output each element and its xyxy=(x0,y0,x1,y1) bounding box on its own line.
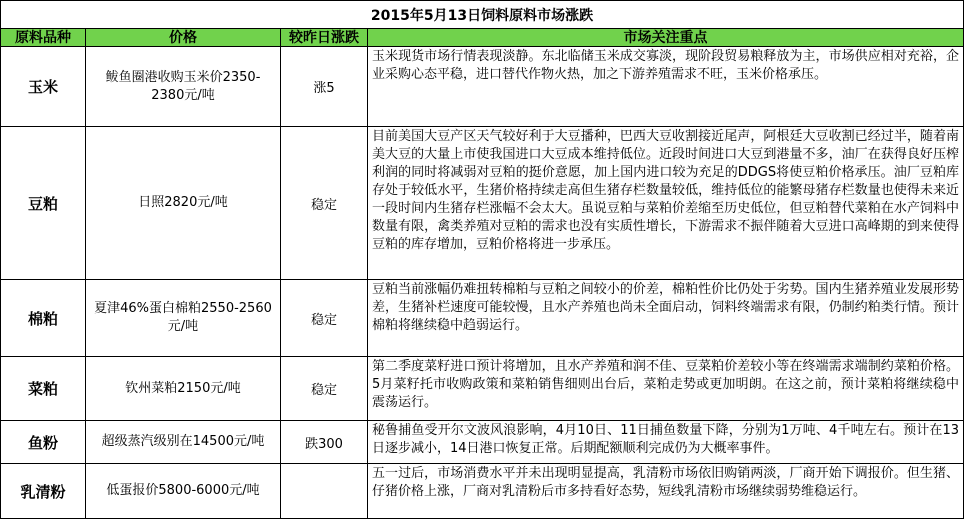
table-row xyxy=(1,421,964,464)
item-price: 日照2820元/吨 xyxy=(86,127,281,280)
header-change: 较昨日涨跌 xyxy=(281,29,368,47)
item-name: 鱼粉 xyxy=(1,421,86,464)
table-row xyxy=(1,357,964,421)
item-name: 菜粕 xyxy=(1,357,86,421)
item-price: 鲅鱼圈港收购玉米价2350-2380元/吨 xyxy=(86,47,281,127)
item-name: 棉粕 xyxy=(1,280,86,357)
header-row xyxy=(1,29,964,47)
item-name: 玉米 xyxy=(1,47,86,127)
item-focus: 玉米现货市场行情表现淡静。东北临储玉米成交寡淡，现阶段贸易粮释放为主，市场供应相对充裕，企业采购心态平稳，进口替代作物火热，加之下游养殖需求不旺，玉米价格承压。 xyxy=(368,47,964,127)
table-row xyxy=(1,47,964,127)
title-row xyxy=(1,1,964,29)
header-name: 原料品种 xyxy=(1,29,86,47)
item-name: 豆粕 xyxy=(1,127,86,280)
item-focus: 目前美国大豆产区天气较好利于大豆播种，巴西大豆收割接近尾声，阿根廷大豆收割已经过半，随着南美大豆的大量上市使我国进口大豆成本维持低位。近段时间进口大豆到港量不多，油厂在获得良好压榨利润的同时将减弱对豆粕的挺价意愿，加上国内进口较为充足的DDGS将使豆粕价格承压。油厂豆粕库存处于较低水平，生猪价格持续走高但生猪存栏数量较低，维持低位的能繁母猪存栏数量也使得未来近一段时间内生猪存栏涨幅不会太大。虽说豆粕与菜粕价差缩至历史低位，但豆粕替代菜粕在水产饲料中数量有限，禽类养殖对豆粕的需求也没有实质性增长，下游需求不振伴随着大豆进口高峰期的到来使得豆粕的库存增加，豆粕价格将进一步承压。 xyxy=(368,127,964,280)
item-change: 稳定 xyxy=(281,280,368,357)
item-name: 乳清粉 xyxy=(1,464,86,519)
item-price: 低蛋报价5800-6000元/吨 xyxy=(86,464,281,519)
item-focus: 豆粕当前涨幅仍难扭转棉粕与豆粕之间较小的价差，棉粕性价比仍处于劣势。国内生猪养殖业发展形势差，生猪补栏速度可能较慢，且水产养殖也尚未全面启动，饲料终端需求有限，仍制约粕类行情。预计棉粕将继续稳中趋弱运行。 xyxy=(368,280,964,357)
table-row xyxy=(1,280,964,357)
item-price: 夏津46%蛋白棉粕2550-2560元/吨 xyxy=(86,280,281,357)
item-focus: 五一过后，市场消费水平并未出现明显提高，乳清粉市场依旧购销两淡，厂商开始下调报价。但生猪、仔猪价格上涨，厂商对乳清粉后市多持看好态势，短线乳清粉市场继续弱势维稳运行。 xyxy=(368,464,964,519)
item-price: 钦州菜粕2150元/吨 xyxy=(86,357,281,421)
table-title: 2015年5月13日饲料原料市场涨跌 xyxy=(1,1,964,29)
item-focus: 第二季度菜籽进口预计将增加，且水产养殖和润不佳、豆菜粕价差较小等在终端需求端制约菜粕价格。5月菜籽托市收购政策和菜粕销售细则出台后，菜粕走势或更加明朗。在这之前，预计菜粕将继续稳中震荡运行。 xyxy=(368,357,964,421)
item-change: 涨5 xyxy=(281,47,368,127)
table-row xyxy=(1,127,964,280)
item-change xyxy=(281,464,368,519)
item-change: 稳定 xyxy=(281,357,368,421)
table-row xyxy=(1,464,964,519)
item-focus: 秘鲁捕鱼受开尔文波风浪影响，4月10日、11日捕鱼数量下降，分别为1万吨、4千吨左右。预计在13日逐步减小，14日港口恢复正常。后期配额顺利完成仍为大概率事件。 xyxy=(368,421,964,464)
item-change: 稳定 xyxy=(281,127,368,280)
item-change: 跌300 xyxy=(281,421,368,464)
header-price: 价格 xyxy=(86,29,281,47)
item-price: 超级蒸汽级别在14500元/吨 xyxy=(86,421,281,464)
header-focus: 市场关注重点 xyxy=(368,29,964,47)
